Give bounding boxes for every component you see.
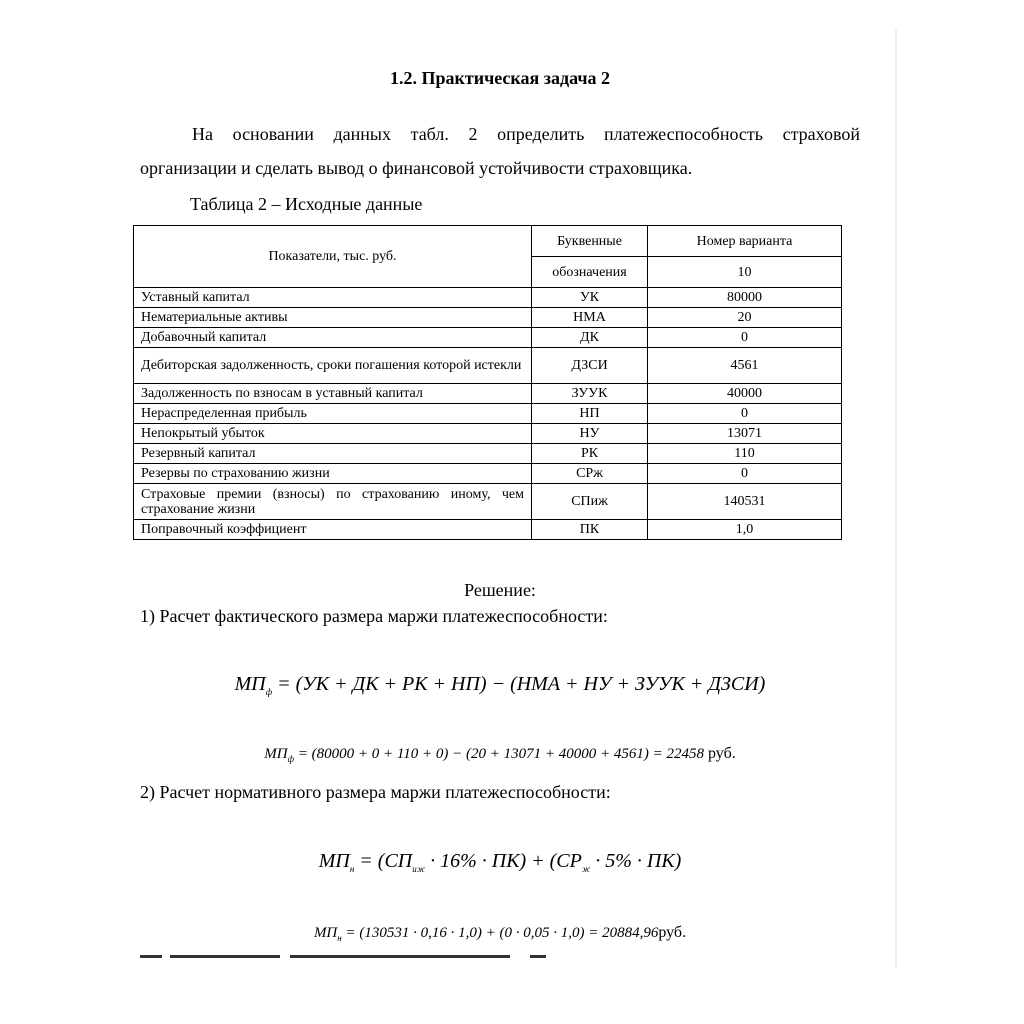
formula2-sub: н [349,864,355,874]
calc-actual-margin [0,745,1000,764]
section-heading: 1.2. Практическая задача 2 [389,68,611,88]
source-data-table [133,225,842,540]
row-code: РК [532,444,648,464]
row-value: 0 [648,464,842,484]
formula2-part3: · 5% · ПК) [590,850,682,872]
row-indicator: Страховые премии (взносы) по страхованию иному, чем страхование жизни [134,484,532,520]
table-caption: Таблица 2 – Исходные данные [190,194,423,214]
table-row [134,308,842,328]
table-row [134,348,842,384]
row-indicator: Резервы по страхованию жизни [134,464,532,484]
row-indicator: Задолженность по взносам в уставный капитал [134,384,532,404]
row-code: ДК [532,328,648,348]
calc2-unit: руб. [658,924,687,941]
row-code: ДЗСИ [532,348,648,384]
row-code: ЗУУК [532,384,648,404]
header-letters-2: обозначения [532,257,648,288]
row-code: НМА [532,308,648,328]
formula1-sub: ф [265,687,273,697]
table-row [134,424,842,444]
formula2-part1: = (СП [354,850,413,872]
row-indicator: Нематериальные активы [134,308,532,328]
calc1-sub: ф [287,754,295,764]
calc2-sub: н [337,933,342,943]
cut-off-next-line [140,955,900,965]
row-value: 0 [648,328,842,348]
formula1-mp: МП [234,673,266,695]
header-variant-number: 10 [648,257,842,288]
row-value: 40000 [648,384,842,404]
table-row [134,328,842,348]
row-code: НП [532,404,648,424]
calc1-unit: руб. [703,745,736,762]
step-2-text: 2) Расчет нормативного размера маржи платежеспособности: [140,782,611,802]
header-indicator: Показатели, тыс. руб. [134,226,532,288]
header-letters-1: Буквенные [532,226,648,257]
table-row [134,464,842,484]
table-row [134,384,842,404]
calc-normative-margin [0,924,1000,943]
row-value: 1,0 [648,520,842,540]
table-row [134,288,842,308]
row-value: 20 [648,308,842,328]
row-value: 110 [648,444,842,464]
row-value: 140531 [648,484,842,520]
row-code: УК [532,288,648,308]
formula2-sub2: иж [412,864,426,874]
formula-normative-margin [0,850,1000,874]
formula2-sub3: ж [581,864,591,874]
row-indicator: Уставный капитал [134,288,532,308]
formula-actual-margin [0,673,1000,697]
page-edge [895,28,897,968]
task-text-line-1: На основании данных табл. 2 определить платежеспособность страховой [192,124,860,144]
solution-title: Решение: [464,580,536,600]
table-row [134,404,842,424]
row-indicator: Нераспределенная прибыль [134,404,532,424]
row-value: 4561 [648,348,842,384]
table-row [134,484,842,520]
row-indicator: Резервный капитал [134,444,532,464]
formula1-rhs: = (УК + ДК + РК + НП) − (НМА + НУ + ЗУУК + ДЗСИ) [272,673,766,695]
task-text-line-2: организации и сделать вывод о финансовой устойчивости страховщика. [140,158,693,178]
calc2-mp: МП [313,925,338,941]
formula2-mp: МП [318,850,350,872]
row-code: ПК [532,520,648,540]
row-code: СРж [532,464,648,484]
calc2-rhs: = (130531 · 0,16 · 1,0) + (0 · 0,05 · 1,0) = 20884,96 [341,925,659,941]
formula2-part2: · 16% · ПК) + (СР [425,850,582,872]
table-row [134,520,842,540]
row-code: СПиж [532,484,648,520]
row-indicator: Непокрытый убыток [134,424,532,444]
row-value: 13071 [648,424,842,444]
step-1-text: 1) Расчет фактического размера маржи платежеспособности: [140,606,608,626]
calc1-mp: МП [264,746,288,762]
table-row [134,444,842,464]
row-code: НУ [532,424,648,444]
header-variant: Номер варианта [648,226,842,257]
row-indicator: Поправочный коэффициент [134,520,532,540]
row-indicator: Дебиторская задолженность, сроки погашения которой истекли [134,348,532,384]
row-value: 80000 [648,288,842,308]
calc1-rhs: = (80000 + 0 + 110 + 0) − (20 + 13071 + 40000 + 4561) = 22458 [294,746,704,762]
row-indicator: Добавочный капитал [134,328,532,348]
row-value: 0 [648,404,842,424]
